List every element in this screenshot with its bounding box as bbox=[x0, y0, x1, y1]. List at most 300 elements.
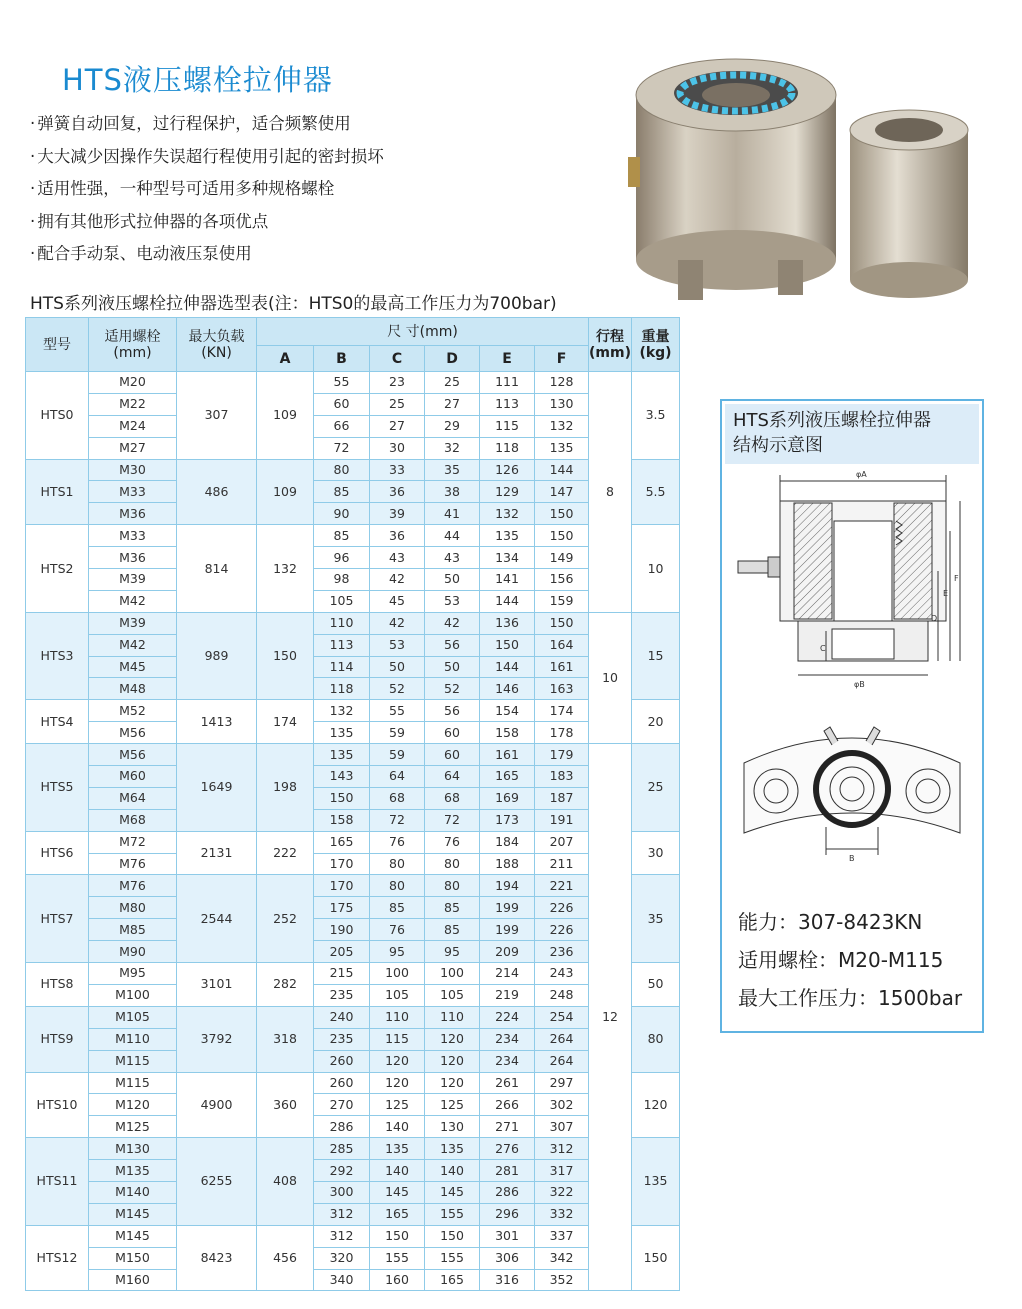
dim-C-cell: 39 bbox=[370, 503, 425, 525]
dim-C-cell: 36 bbox=[370, 481, 425, 503]
small-tensioner-bottom bbox=[850, 262, 968, 298]
header-D: D bbox=[425, 346, 480, 372]
dim-F-cell: 150 bbox=[535, 525, 589, 547]
header-bolt: 适用螺栓 (mm) bbox=[89, 318, 177, 372]
dim-C-cell: 72 bbox=[370, 809, 425, 831]
large-tensioner-bottom bbox=[636, 230, 836, 290]
bolt-cell: M130 bbox=[89, 1138, 177, 1160]
dim-A-cell: 318 bbox=[257, 1006, 314, 1072]
structure-subtitle: 结构示意图 bbox=[733, 435, 823, 456]
bolt-cell: M48 bbox=[89, 678, 177, 700]
dim-E-cell: 214 bbox=[480, 963, 535, 985]
dim-B-cell: 205 bbox=[314, 941, 370, 963]
dim-F-cell: 248 bbox=[535, 984, 589, 1006]
dim-B-cell: 300 bbox=[314, 1181, 370, 1203]
dim-F-cell: 159 bbox=[535, 590, 589, 612]
dim-B-cell: 340 bbox=[314, 1269, 370, 1291]
dim-D-cell: 85 bbox=[425, 919, 480, 941]
dim-E-cell: 169 bbox=[480, 787, 535, 809]
dim-E-cell: 188 bbox=[480, 853, 535, 875]
dim-E-cell: 261 bbox=[480, 1072, 535, 1094]
dim-E-cell: 126 bbox=[480, 459, 535, 481]
pressure-text: 最大工作压力：1500bar bbox=[738, 986, 963, 1010]
dim-F-cell: 147 bbox=[535, 481, 589, 503]
feature-item: · 弹簧自动回复，过行程保护，适合频繁使用 bbox=[30, 110, 384, 143]
dim-C-cell: 125 bbox=[370, 1094, 425, 1116]
dim-D-cell: 120 bbox=[425, 1072, 480, 1094]
table-row bbox=[26, 1006, 680, 1028]
model-cell: HTS1 bbox=[26, 459, 89, 525]
dim-A-cell: 198 bbox=[257, 744, 314, 832]
dim-A-cell: 174 bbox=[257, 700, 314, 744]
dim-E-cell: 118 bbox=[480, 437, 535, 459]
feature-item: · 配合手动泵、电动液压泵使用 bbox=[30, 240, 384, 273]
header-dimensions: 尺 寸(mm) bbox=[257, 318, 589, 346]
bolt-cell: M33 bbox=[89, 481, 177, 503]
dim-E-cell: 281 bbox=[480, 1160, 535, 1182]
header-load: 最大负载 (KN) bbox=[177, 318, 257, 372]
table-header bbox=[26, 318, 680, 372]
dim-E-cell: 306 bbox=[480, 1247, 535, 1269]
dim-F-cell: 302 bbox=[535, 1094, 589, 1116]
table-row bbox=[26, 634, 680, 656]
header-E: E bbox=[480, 346, 535, 372]
table-row bbox=[26, 372, 680, 394]
table-row bbox=[26, 766, 680, 788]
model-cell: HTS9 bbox=[26, 1006, 89, 1072]
dim-F-cell: 337 bbox=[535, 1225, 589, 1247]
dim-B-cell: 235 bbox=[314, 1028, 370, 1050]
bolt-cell: M145 bbox=[89, 1225, 177, 1247]
table-row bbox=[26, 722, 680, 744]
weight-cell: 50 bbox=[632, 963, 680, 1007]
dim-F-cell: 226 bbox=[535, 919, 589, 941]
dim-B-cell: 170 bbox=[314, 875, 370, 897]
dim-C-cell: 120 bbox=[370, 1072, 425, 1094]
dim-C-cell: 76 bbox=[370, 919, 425, 941]
structure-panel bbox=[720, 399, 984, 1033]
dim-D-cell: 52 bbox=[425, 678, 480, 700]
label-B: B bbox=[849, 854, 855, 863]
dim-C-cell: 85 bbox=[370, 897, 425, 919]
bolt-cell: M60 bbox=[89, 766, 177, 788]
dim-B-cell: 80 bbox=[314, 459, 370, 481]
dim-D-cell: 60 bbox=[425, 744, 480, 766]
dim-B-cell: 105 bbox=[314, 590, 370, 612]
table-row bbox=[26, 393, 680, 415]
load-cell: 8423 bbox=[177, 1225, 257, 1291]
dim-E-cell: 111 bbox=[480, 372, 535, 394]
dim-D-cell: 41 bbox=[425, 503, 480, 525]
model-cell: HTS2 bbox=[26, 525, 89, 613]
load-cell: 486 bbox=[177, 459, 257, 525]
dim-E-cell: 234 bbox=[480, 1028, 535, 1050]
bolt-cell: M95 bbox=[89, 963, 177, 985]
table-row bbox=[26, 809, 680, 831]
dim-F-cell: 130 bbox=[535, 393, 589, 415]
dim-C-cell: 100 bbox=[370, 963, 425, 985]
dim-E-cell: 234 bbox=[480, 1050, 535, 1072]
dim-C-cell: 120 bbox=[370, 1050, 425, 1072]
dim-E-cell: 316 bbox=[480, 1269, 535, 1291]
dim-F-cell: 264 bbox=[535, 1028, 589, 1050]
dim-D-cell: 125 bbox=[425, 1094, 480, 1116]
table-row bbox=[26, 984, 680, 1006]
table-row bbox=[26, 525, 680, 547]
table-row bbox=[26, 700, 680, 722]
dim-C-cell: 115 bbox=[370, 1028, 425, 1050]
dim-B-cell: 113 bbox=[314, 634, 370, 656]
dim-E-cell: 194 bbox=[480, 875, 535, 897]
dim-C-cell: 105 bbox=[370, 984, 425, 1006]
dim-F-cell: 164 bbox=[535, 634, 589, 656]
leg bbox=[678, 260, 703, 300]
dim-F-cell: 322 bbox=[535, 1181, 589, 1203]
dim-B-cell: 90 bbox=[314, 503, 370, 525]
table-row bbox=[26, 1072, 680, 1094]
label-phiB: φB bbox=[854, 680, 865, 689]
dim-C-cell: 140 bbox=[370, 1160, 425, 1182]
dim-D-cell: 72 bbox=[425, 809, 480, 831]
dim-E-cell: 286 bbox=[480, 1181, 535, 1203]
dim-C-cell: 165 bbox=[370, 1203, 425, 1225]
dim-D-cell: 44 bbox=[425, 525, 480, 547]
dim-D-cell: 56 bbox=[425, 700, 480, 722]
table-row bbox=[26, 503, 680, 525]
dim-F-cell: 352 bbox=[535, 1269, 589, 1291]
dim-B-cell: 98 bbox=[314, 569, 370, 591]
dim-F-cell: 149 bbox=[535, 547, 589, 569]
dim-E-cell: 135 bbox=[480, 525, 535, 547]
weight-cell: 15 bbox=[632, 612, 680, 700]
dim-F-cell: 150 bbox=[535, 503, 589, 525]
dim-E-cell: 115 bbox=[480, 415, 535, 437]
bolt-cell: M56 bbox=[89, 722, 177, 744]
model-cell: HTS7 bbox=[26, 875, 89, 963]
dim-E-cell: 161 bbox=[480, 744, 535, 766]
dim-F-cell: 191 bbox=[535, 809, 589, 831]
dim-B-cell: 118 bbox=[314, 678, 370, 700]
bolt-cell: M64 bbox=[89, 787, 177, 809]
bolt-cell: M135 bbox=[89, 1160, 177, 1182]
dim-F-cell: 332 bbox=[535, 1203, 589, 1225]
table-row bbox=[26, 1269, 680, 1291]
model-cell: HTS5 bbox=[26, 744, 89, 832]
bolt-cell: M30 bbox=[89, 459, 177, 481]
dim-C-cell: 36 bbox=[370, 525, 425, 547]
table-row bbox=[26, 656, 680, 678]
dim-C-cell: 23 bbox=[370, 372, 425, 394]
dim-B-cell: 240 bbox=[314, 1006, 370, 1028]
weight-cell: 35 bbox=[632, 875, 680, 963]
table-row bbox=[26, 787, 680, 809]
model-cell: HTS6 bbox=[26, 831, 89, 875]
weight-cell: 120 bbox=[632, 1072, 680, 1138]
dim-E-cell: 129 bbox=[480, 481, 535, 503]
header-B: B bbox=[314, 346, 370, 372]
dim-A-cell: 456 bbox=[257, 1225, 314, 1291]
feature-item: · 大大减少因操作失误超行程使用引起的密封损坏 bbox=[30, 143, 384, 176]
load-cell: 3792 bbox=[177, 1006, 257, 1072]
dim-C-cell: 25 bbox=[370, 393, 425, 415]
dim-E-cell: 132 bbox=[480, 503, 535, 525]
table-row bbox=[26, 1203, 680, 1225]
dim-C-cell: 135 bbox=[370, 1138, 425, 1160]
model-cell: HTS8 bbox=[26, 963, 89, 1007]
dim-B-cell: 150 bbox=[314, 787, 370, 809]
dim-D-cell: 130 bbox=[425, 1116, 480, 1138]
dim-C-cell: 43 bbox=[370, 547, 425, 569]
dim-C-cell: 59 bbox=[370, 722, 425, 744]
dim-B-cell: 320 bbox=[314, 1247, 370, 1269]
dim-A-cell: 109 bbox=[257, 372, 314, 460]
dim-F-cell: 307 bbox=[535, 1116, 589, 1138]
dim-F-cell: 312 bbox=[535, 1138, 589, 1160]
selection-table bbox=[25, 317, 680, 1291]
small-tensioner-body bbox=[850, 130, 968, 280]
table-row bbox=[26, 897, 680, 919]
load-cell: 989 bbox=[177, 612, 257, 700]
dim-D-cell: 43 bbox=[425, 547, 480, 569]
bolt-cell: M22 bbox=[89, 393, 177, 415]
load-cell: 6255 bbox=[177, 1138, 257, 1226]
dim-D-cell: 140 bbox=[425, 1160, 480, 1182]
dim-D-cell: 150 bbox=[425, 1225, 480, 1247]
dim-F-cell: 187 bbox=[535, 787, 589, 809]
dim-C-cell: 42 bbox=[370, 569, 425, 591]
weight-cell: 25 bbox=[632, 744, 680, 832]
dim-D-cell: 135 bbox=[425, 1138, 480, 1160]
section-diagram bbox=[736, 461, 968, 701]
dim-E-cell: 173 bbox=[480, 809, 535, 831]
load-cell: 307 bbox=[177, 372, 257, 460]
dim-C-cell: 33 bbox=[370, 459, 425, 481]
model-cell: HTS0 bbox=[26, 372, 89, 460]
dim-A-cell: 150 bbox=[257, 612, 314, 700]
table-row bbox=[26, 963, 680, 985]
table-row bbox=[26, 459, 680, 481]
bolt-cell: M39 bbox=[89, 569, 177, 591]
dim-D-cell: 38 bbox=[425, 481, 480, 503]
table-row bbox=[26, 590, 680, 612]
bolt-cell: M33 bbox=[89, 525, 177, 547]
dim-F-cell: 156 bbox=[535, 569, 589, 591]
dim-D-cell: 80 bbox=[425, 875, 480, 897]
dim-D-cell: 120 bbox=[425, 1050, 480, 1072]
dim-B-cell: 72 bbox=[314, 437, 370, 459]
dim-B-cell: 135 bbox=[314, 722, 370, 744]
weight-cell: 3.5 bbox=[632, 372, 680, 460]
dim-E-cell: 134 bbox=[480, 547, 535, 569]
weight-cell: 5.5 bbox=[632, 459, 680, 525]
dim-E-cell: 296 bbox=[480, 1203, 535, 1225]
dim-D-cell: 56 bbox=[425, 634, 480, 656]
dim-C-cell: 64 bbox=[370, 766, 425, 788]
dim-B-cell: 135 bbox=[314, 744, 370, 766]
dim-F-cell: 132 bbox=[535, 415, 589, 437]
bolt-cell: M100 bbox=[89, 984, 177, 1006]
dim-C-cell: 42 bbox=[370, 612, 425, 634]
bolt-cell: M52 bbox=[89, 700, 177, 722]
dim-F-cell: 297 bbox=[535, 1072, 589, 1094]
bolt-cell: M72 bbox=[89, 831, 177, 853]
dim-F-cell: 144 bbox=[535, 459, 589, 481]
dim-C-cell: 76 bbox=[370, 831, 425, 853]
dim-C-cell: 30 bbox=[370, 437, 425, 459]
dim-F-cell: 163 bbox=[535, 678, 589, 700]
feature-list bbox=[30, 110, 384, 273]
dim-E-cell: 209 bbox=[480, 941, 535, 963]
dim-B-cell: 312 bbox=[314, 1225, 370, 1247]
dim-E-cell: 199 bbox=[480, 919, 535, 941]
center-bore bbox=[702, 83, 770, 107]
label-E: E bbox=[943, 589, 949, 598]
dim-F-cell: 178 bbox=[535, 722, 589, 744]
dim-A-cell: 252 bbox=[257, 875, 314, 963]
bolt-cell: M80 bbox=[89, 897, 177, 919]
dim-E-cell: 144 bbox=[480, 590, 535, 612]
dim-B-cell: 260 bbox=[314, 1050, 370, 1072]
dim-F-cell: 317 bbox=[535, 1160, 589, 1182]
dim-C-cell: 55 bbox=[370, 700, 425, 722]
table-row bbox=[26, 853, 680, 875]
dim-E-cell: 141 bbox=[480, 569, 535, 591]
bolt-cell: M120 bbox=[89, 1094, 177, 1116]
dim-C-cell: 80 bbox=[370, 853, 425, 875]
load-cell: 1649 bbox=[177, 744, 257, 832]
dim-D-cell: 155 bbox=[425, 1247, 480, 1269]
table-row bbox=[26, 1028, 680, 1050]
dim-E-cell: 165 bbox=[480, 766, 535, 788]
dim-E-cell: 146 bbox=[480, 678, 535, 700]
dim-F-cell: 183 bbox=[535, 766, 589, 788]
dim-F-cell: 179 bbox=[535, 744, 589, 766]
dim-B-cell: 312 bbox=[314, 1203, 370, 1225]
weight-cell: 30 bbox=[632, 831, 680, 875]
dim-D-cell: 29 bbox=[425, 415, 480, 437]
dim-A-cell: 360 bbox=[257, 1072, 314, 1138]
dim-C-cell: 52 bbox=[370, 678, 425, 700]
dim-D-cell: 50 bbox=[425, 569, 480, 591]
dim-D-cell: 110 bbox=[425, 1006, 480, 1028]
dim-B-cell: 114 bbox=[314, 656, 370, 678]
product-photo bbox=[628, 45, 978, 320]
bolt-cell: M150 bbox=[89, 1247, 177, 1269]
dim-F-cell: 243 bbox=[535, 963, 589, 985]
model-cell: HTS11 bbox=[26, 1138, 89, 1226]
dim-B-cell: 96 bbox=[314, 547, 370, 569]
dim-C-cell: 80 bbox=[370, 875, 425, 897]
dim-B-cell: 66 bbox=[314, 415, 370, 437]
dim-F-cell: 221 bbox=[535, 875, 589, 897]
dim-D-cell: 95 bbox=[425, 941, 480, 963]
label-D: D bbox=[931, 614, 938, 623]
dim-D-cell: 155 bbox=[425, 1203, 480, 1225]
dim-B-cell: 260 bbox=[314, 1072, 370, 1094]
bolt-cell: M39 bbox=[89, 612, 177, 634]
bolt-cell: M115 bbox=[89, 1072, 177, 1094]
dim-F-cell: 174 bbox=[535, 700, 589, 722]
dim-D-cell: 76 bbox=[425, 831, 480, 853]
bolt-cell: M42 bbox=[89, 634, 177, 656]
dim-F-cell: 342 bbox=[535, 1247, 589, 1269]
dim-B-cell: 215 bbox=[314, 963, 370, 985]
header-weight: 重量 (kg) bbox=[632, 318, 680, 372]
bolt-cell: M36 bbox=[89, 547, 177, 569]
model-cell: HTS4 bbox=[26, 700, 89, 744]
page-title: HTS液压螺栓拉伸器 bbox=[62, 63, 333, 97]
dim-F-cell: 128 bbox=[535, 372, 589, 394]
dim-C-cell: 50 bbox=[370, 656, 425, 678]
table-row bbox=[26, 1225, 680, 1247]
bolt-cell: M20 bbox=[89, 372, 177, 394]
dim-D-cell: 80 bbox=[425, 853, 480, 875]
bolt-cell: M36 bbox=[89, 503, 177, 525]
table-row bbox=[26, 678, 680, 700]
dim-A-cell: 222 bbox=[257, 831, 314, 875]
dim-C-cell: 27 bbox=[370, 415, 425, 437]
dim-F-cell: 135 bbox=[535, 437, 589, 459]
dim-D-cell: 53 bbox=[425, 590, 480, 612]
feature-item: · 拥有其他形式拉伸器的各项优点 bbox=[30, 208, 384, 241]
dim-C-cell: 45 bbox=[370, 590, 425, 612]
dim-D-cell: 25 bbox=[425, 372, 480, 394]
dim-B-cell: 165 bbox=[314, 831, 370, 853]
dim-D-cell: 27 bbox=[425, 393, 480, 415]
bolt-cell: M125 bbox=[89, 1116, 177, 1138]
dim-C-cell: 140 bbox=[370, 1116, 425, 1138]
table-row bbox=[26, 415, 680, 437]
dim-F-cell: 150 bbox=[535, 612, 589, 634]
table-row bbox=[26, 437, 680, 459]
dim-B-cell: 85 bbox=[314, 525, 370, 547]
table-row bbox=[26, 1138, 680, 1160]
weight-cell: 10 bbox=[632, 525, 680, 613]
dim-D-cell: 145 bbox=[425, 1181, 480, 1203]
bolt-cell: M110 bbox=[89, 1028, 177, 1050]
load-cell: 2131 bbox=[177, 831, 257, 875]
dim-D-cell: 42 bbox=[425, 612, 480, 634]
structure-title: HTS系列液压螺栓拉伸器 bbox=[733, 410, 931, 431]
dim-C-cell: 95 bbox=[370, 941, 425, 963]
dim-A-cell: 132 bbox=[257, 525, 314, 613]
dim-D-cell: 68 bbox=[425, 787, 480, 809]
dim-D-cell: 100 bbox=[425, 963, 480, 985]
bolt-cell: M42 bbox=[89, 590, 177, 612]
table-row bbox=[26, 919, 680, 941]
feature-item: · 适用性强，一种型号可适用多种规格螺栓 bbox=[30, 175, 384, 208]
dim-D-cell: 165 bbox=[425, 1269, 480, 1291]
header-F: F bbox=[535, 346, 589, 372]
hydraulic-fitting bbox=[628, 157, 640, 187]
table-title: HTS系列液压螺栓拉伸器选型表(注：HTS0的最高工作压力为700bar) bbox=[30, 294, 557, 314]
table-row bbox=[26, 941, 680, 963]
dim-D-cell: 32 bbox=[425, 437, 480, 459]
table-row bbox=[26, 1050, 680, 1072]
dim-E-cell: 158 bbox=[480, 722, 535, 744]
label-C: C bbox=[820, 644, 826, 653]
table-row bbox=[26, 1181, 680, 1203]
dim-C-cell: 150 bbox=[370, 1225, 425, 1247]
dim-B-cell: 235 bbox=[314, 984, 370, 1006]
dim-E-cell: 136 bbox=[480, 612, 535, 634]
bolt-cell: M45 bbox=[89, 656, 177, 678]
load-cell: 3101 bbox=[177, 963, 257, 1007]
dim-B-cell: 55 bbox=[314, 372, 370, 394]
stroke-cell: 12 bbox=[589, 744, 632, 1291]
dim-D-cell: 85 bbox=[425, 897, 480, 919]
dim-C-cell: 145 bbox=[370, 1181, 425, 1203]
